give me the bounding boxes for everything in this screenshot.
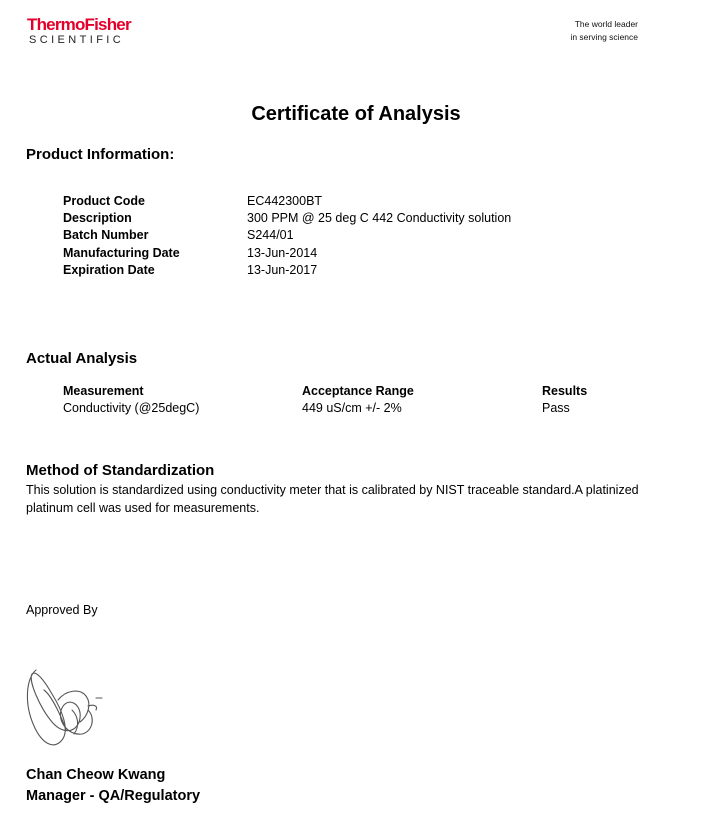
approver-name: Chan Cheow Kwang (26, 767, 166, 783)
analysis-acceptance-value: 449 uS/cm +/- 2% (302, 401, 402, 415)
description-value: 300 PPM @ 25 deg C 442 Conductivity solution (247, 211, 512, 225)
tagline-line-2: in serving science (570, 31, 638, 42)
manufacturing-date-label: Manufacturing Date (63, 246, 180, 260)
tagline-line-1: The world leader (574, 19, 638, 29)
company-logo-subtitle: SCIENTIFIC (29, 34, 125, 46)
analysis-col-measurement: Measurement (63, 384, 144, 398)
handwritten-signature (22, 660, 112, 752)
method-description: This solution is standardized using conductivity meter that is calibrated by NIST traceable standard.A platinized platinum cell was used for measurements. (26, 483, 639, 515)
expiration-date-label: Expiration Date (63, 263, 155, 277)
approved-by-label: Approved By (26, 603, 98, 617)
product-code-label: Product Code (63, 194, 145, 208)
analysis-col-acceptance-range: Acceptance Range (302, 384, 414, 398)
product-info-heading: Product Information: (26, 146, 175, 163)
batch-number-label: Batch Number (63, 228, 149, 242)
description-label: Description (63, 211, 132, 225)
analysis-col-results: Results (542, 384, 588, 398)
analysis-result-value: Pass (542, 401, 570, 415)
analysis-measurement-value: Conductivity (@25degC) (63, 401, 200, 415)
company-logo-wordmark: ThermoFisher (27, 15, 131, 34)
product-code-value: EC442300BT (247, 194, 323, 208)
method-heading: Method of Standardization (26, 462, 215, 479)
expiration-date-value: 13-Jun-2017 (247, 263, 318, 277)
analysis-heading: Actual Analysis (26, 350, 138, 367)
approver-role: Manager - QA/Regulatory (26, 788, 201, 804)
document-title: Certificate of Analysis (251, 103, 461, 125)
batch-number-value: S244/01 (247, 228, 294, 242)
company-tagline (560, 18, 638, 43)
manufacturing-date-value: 13-Jun-2014 (247, 246, 318, 260)
